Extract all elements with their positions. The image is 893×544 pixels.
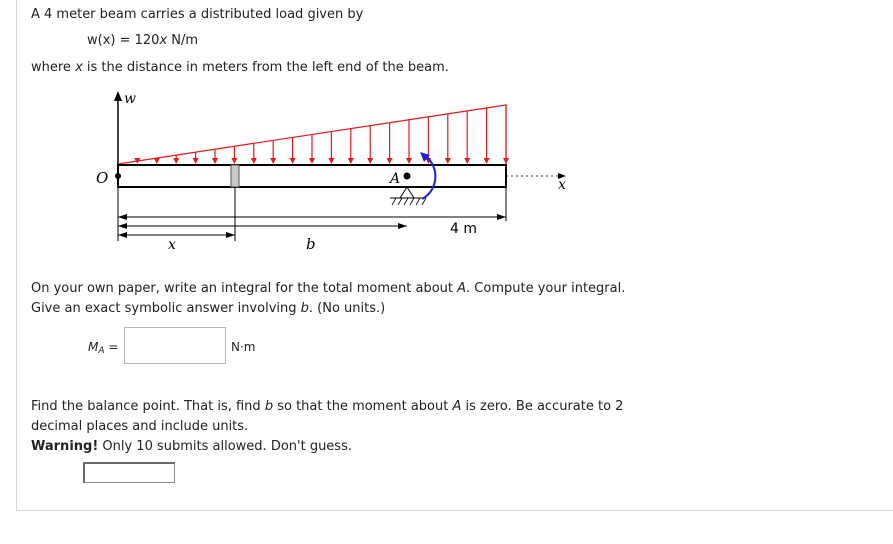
load-arrowhead <box>173 158 179 164</box>
x-axis-label: x <box>558 177 566 193</box>
load-lhs: w(x) <box>87 33 116 48</box>
load-arrowhead <box>193 158 199 164</box>
part2-line2: decimal places and include units. <box>31 419 249 434</box>
pin-support <box>400 187 414 198</box>
x-dim-label: x <box>168 237 176 253</box>
load-arrowhead <box>387 158 393 164</box>
balance-point-input[interactable] <box>83 462 175 483</box>
load-arrowhead <box>348 158 354 164</box>
b-dim-label: b <box>306 235 316 253</box>
load-equation <box>87 32 198 50</box>
length-label: 4 m <box>450 221 477 237</box>
problem-intro: A 4 meter beam carries a distributed load given by <box>31 7 364 22</box>
length-dimension <box>118 214 506 220</box>
distributed-load <box>118 105 509 164</box>
b-dimension <box>118 223 407 229</box>
beam <box>118 165 506 187</box>
part2-line1: Find the balance point. That is, find b so that the moment about A is zero. Be accurate to 2 <box>31 399 624 414</box>
load-unit: N/m <box>167 33 199 48</box>
load-arrowhead <box>231 158 237 164</box>
ma-unit: N·m <box>231 340 256 354</box>
part1-line2: Give an exact symbolic answer involving b. (No units.) <box>31 301 386 316</box>
origin-point <box>115 173 121 179</box>
load-arrowhead <box>367 158 373 164</box>
load-arrowhead <box>464 158 470 164</box>
load-var: x <box>159 33 168 48</box>
load-arrowhead <box>406 158 412 164</box>
load-arrowhead <box>290 158 296 164</box>
w-axis-arrowhead <box>114 91 122 101</box>
load-arrowhead <box>212 158 218 164</box>
ma-label: $M_A$ = <box>88 340 119 356</box>
load-arrowhead <box>154 158 160 164</box>
where-statement: where x is the distance in meters from the left end of the beam. <box>31 60 449 75</box>
load-arrowhead <box>445 158 451 164</box>
origin-label: O <box>96 169 109 187</box>
w-axis-label: w <box>124 91 136 107</box>
ground-hatch <box>392 198 426 205</box>
point-a <box>404 173 411 180</box>
load-arrowhead <box>503 158 509 164</box>
beam-element <box>231 165 239 187</box>
x-dimension <box>118 232 235 238</box>
load-arrowhead <box>328 158 334 164</box>
part1-line1: On your own paper, write an integral for the total moment about A. Compute your integral. <box>31 281 626 296</box>
load-arrowhead <box>251 158 257 164</box>
warning-label: Warning! <box>31 439 99 454</box>
beam-diagram <box>80 85 590 255</box>
point-a-label: A <box>390 171 401 187</box>
moment-answer-input[interactable] <box>124 327 226 364</box>
load-arrowhead <box>484 158 490 164</box>
load-arrowhead <box>270 158 276 164</box>
load-arrowhead <box>309 158 315 164</box>
load-eq: = 120 <box>115 33 160 48</box>
warning-text: Warning! Only 10 submits allowed. Don't guess. <box>31 439 352 454</box>
